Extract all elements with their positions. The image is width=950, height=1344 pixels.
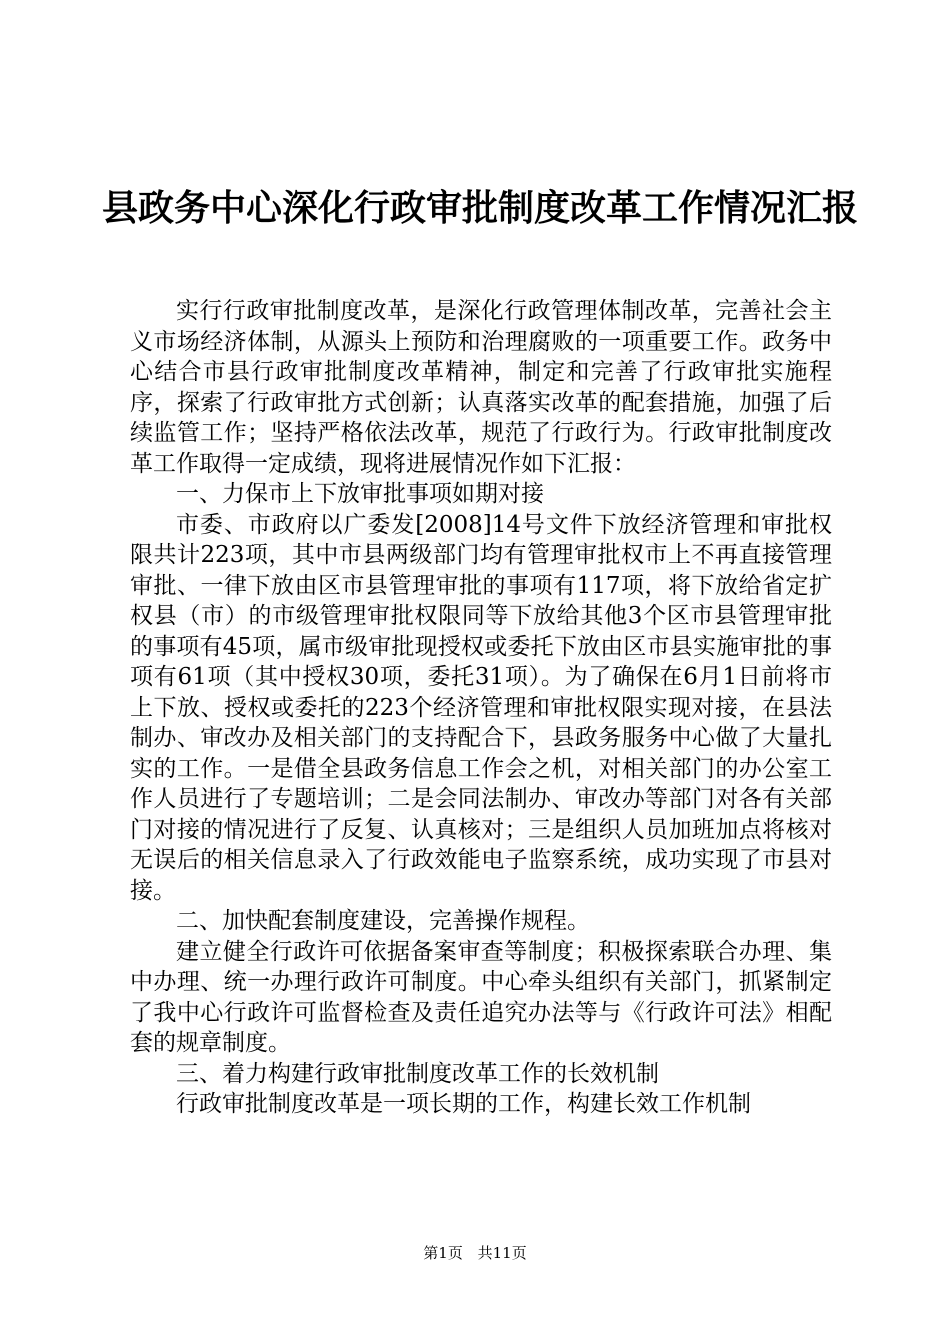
paragraph-intro: 实行行政审批制度改革，是深化行政管理体制改革，完善社会主义市场经济体制，从源头上预防和治理腐败的一项重要工作。政务中心结合市县行政审批制度改革精神，制定和完善了行政审批实施程序，探索了行政审批方式创新；认真落实改革的配套措施，加强了后续监管工作；坚持严格依法改革，规范了行政行为。行政审批制度改革工作取得一定成绩，现将进展情况作如下汇报： — [130, 298, 832, 477]
document-title: 县政务中心深化行政审批制度改革工作情况汇报 — [101, 188, 858, 229]
document-body — [130, 296, 832, 1120]
paragraph-section-2: 建立健全行政许可依据备案审查等制度；积极探索联合办理、集中办理、统一办理行政许可制度。中心牵头组织有关部门，抓紧制定了我中心行政许可监督检查及责任追究办法等与《行政许可法》相配套的规章制度。 — [130, 938, 832, 1056]
page-footer — [0, 1243, 950, 1263]
paragraph-section-3: 行政审批制度改革是一项长期的工作，构建长效工作机制 — [176, 1091, 751, 1117]
page-number: 第1页 — [423, 1244, 463, 1262]
section-heading-1: 一、力保市上下放审批事项如期对接 — [176, 481, 544, 507]
page-total: 共11页 — [477, 1244, 527, 1262]
section-heading-2: 二、加快配套制度建设，完善操作规程。 — [176, 908, 590, 934]
paragraph-section-1: 市委、市政府以广委发[2008]14号文件下放经济管理和审批权限共计223项，其中市县两级部门均有管理审批权市上不再直接管理审批、一律下放由区市县管理审批的事项有117项，将下放给省定扩权县（市）的市级管理审批权限同等下放给其他3个区市县管理审批的事项有45项，属市级审批现授权或委托下放由区市县实施审批的事项有61项（其中授权30项，委托31项）。为了确保在6月1日前将市上下放、授权或委托的223个经济管理和审批权限实现对接，在县法制办、审改办及相关部门的支持配合下，县政务服务中心做了大量扎实的工作。一是借全县政务信息工作会之机，对相关部门的办公室工作人员进行了专题培训；二是会同法制办、审改办等部门对各有关部门对接的情况进行了反复、认真核对；三是组织人员加班加点将核对无误后的相关信息录入了行政效能电子监察系统，成功实现了市县对接。 — [130, 511, 832, 904]
section-heading-3: 三、着力构建行政审批制度改革工作的长效机制 — [176, 1060, 659, 1087]
